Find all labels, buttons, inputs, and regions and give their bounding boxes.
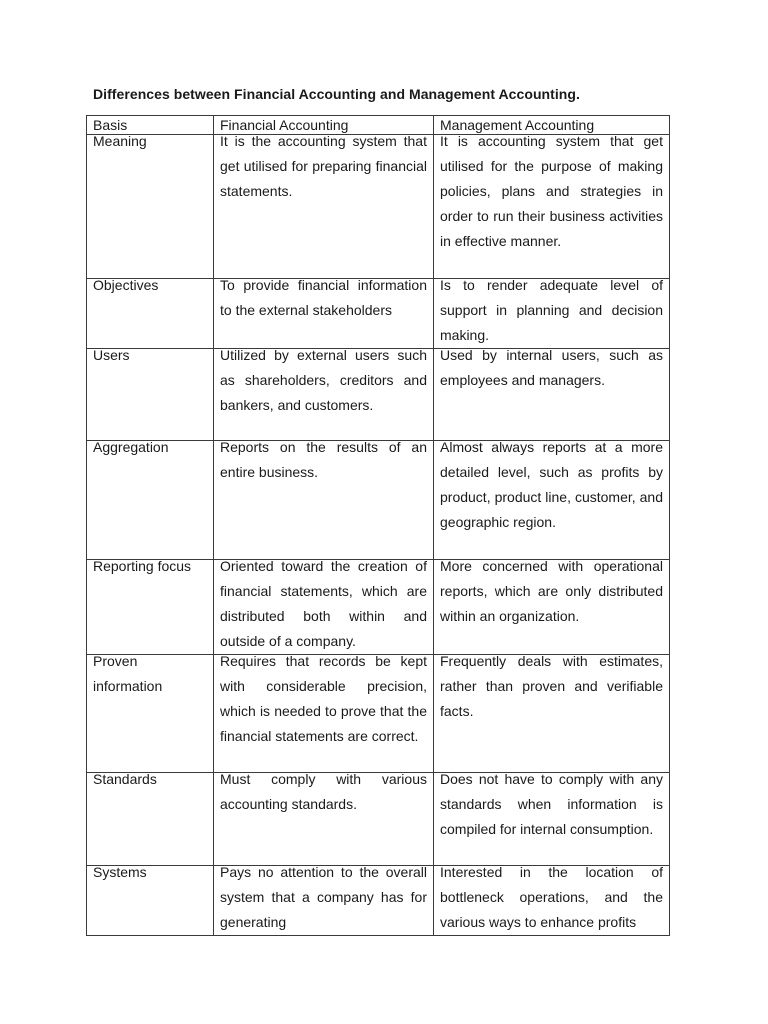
row-management-text: Does not have to comply with any standards when information is compiled for internal consumption.	[440, 772, 663, 837]
table-row	[87, 279, 670, 349]
header-financial-accounting: Financial Accounting	[214, 116, 434, 135]
row-financial-text: Must comply with various accounting standards.	[220, 772, 427, 812]
row-financial-cell	[214, 866, 434, 936]
row-financial-cell	[214, 560, 434, 655]
table-row	[87, 655, 670, 773]
row-management-cell	[434, 560, 670, 655]
row-financial-cell	[214, 655, 434, 773]
row-management-text: Interested in the location of bottleneck operations, and the various ways to enhance profits	[440, 865, 663, 930]
row-financial-cell	[214, 135, 434, 279]
table-header-row	[87, 116, 670, 135]
row-management-text: Is to render adequate level of support in planning and decision making.	[440, 278, 663, 343]
row-management-cell	[434, 135, 670, 279]
table-row	[87, 135, 670, 279]
row-basis-text: Aggregation	[93, 440, 169, 455]
row-management-text: Almost always reports at a more detailed level, such as profits by product, product line, customer, and geographic region.	[440, 440, 663, 530]
row-basis-text: Standards	[93, 772, 157, 787]
row-basis-text: Objectives	[93, 278, 159, 293]
row-basis-cell	[87, 655, 214, 773]
document-title: Differences between Financial Accounting and Management Accounting.	[93, 86, 580, 102]
row-financial-text: To provide financial information to the external stakeholders	[220, 278, 427, 318]
header-basis: Basis	[87, 116, 214, 135]
row-management-text: Frequently deals with estimates, rather than proven and verifiable facts.	[440, 654, 663, 719]
row-management-text: It is accounting system that get utilised for the purpose of making policies, plans and strategies in order to run their business activities in effective manner.	[440, 134, 663, 249]
row-basis-cell	[87, 560, 214, 655]
row-basis-cell	[87, 349, 214, 441]
row-financial-text: Requires that records be kept with considerable precision, which is needed to prove that the financial statements are correct.	[220, 654, 427, 744]
comparison-table	[86, 115, 670, 936]
row-basis-text: Proven information	[93, 654, 163, 694]
row-financial-text: It is the accounting system that get utilised for preparing financial statements.	[220, 134, 427, 199]
row-financial-text: Reports on the results of an entire business.	[220, 440, 427, 480]
row-basis-text: Reporting focus	[93, 559, 192, 574]
row-management-cell	[434, 349, 670, 441]
table-row	[87, 349, 670, 441]
row-management-cell	[434, 655, 670, 773]
table-row	[87, 560, 670, 655]
row-basis-cell	[87, 279, 214, 349]
row-basis-text: Users	[93, 348, 130, 363]
row-management-text: Used by internal users, such as employees and managers.	[440, 348, 663, 388]
row-management-cell	[434, 279, 670, 349]
table-row	[87, 441, 670, 560]
header-management-accounting: Management Accounting	[434, 116, 670, 135]
row-basis-cell	[87, 135, 214, 279]
table-row	[87, 866, 670, 936]
row-financial-text: Pays no attention to the overall system that a company has for generating	[220, 865, 427, 930]
row-management-cell	[434, 773, 670, 866]
row-financial-text: Utilized by external users such as shareholders, creditors and bankers, and customers.	[220, 348, 427, 413]
row-basis-text: Systems	[93, 865, 147, 880]
row-basis-cell	[87, 866, 214, 936]
row-management-text: More concerned with operational reports, which are only distributed within an organization.	[440, 559, 663, 624]
row-financial-cell	[214, 773, 434, 866]
table-row	[87, 773, 670, 866]
row-basis-text: Meaning	[93, 134, 147, 149]
row-management-cell	[434, 441, 670, 560]
row-basis-cell	[87, 773, 214, 866]
row-financial-cell	[214, 441, 434, 560]
row-financial-text: Oriented toward the creation of financial statements, which are distributed both within and outside of a company.	[220, 559, 427, 649]
row-financial-cell	[214, 349, 434, 441]
row-basis-cell	[87, 441, 214, 560]
row-financial-cell	[214, 279, 434, 349]
row-management-cell	[434, 866, 670, 936]
